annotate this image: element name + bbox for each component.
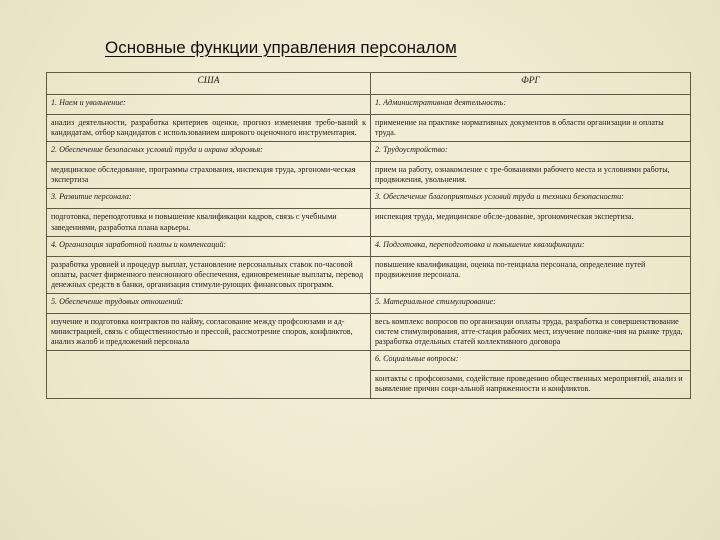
frg-section-text: повышение квалификации, оценка по-тенциала персонала, определение путей продвижения персонала. (371, 256, 691, 293)
section-heading-row (47, 293, 691, 313)
frg-section-text: контакты с профсоюзами, содействие проведению общественных мероприятий, анализ и выявление причин соци-альной напряженности и конфликтов. (371, 371, 691, 398)
frg-section-heading: 5. Материальное стимулирование: (371, 293, 691, 313)
frg-section-text: прием на работу, ознакомление с тре-бованиями рабочего места и условиями работы, продвижения, увольнения. (371, 162, 691, 189)
section-heading-row (47, 236, 691, 256)
usa-section-text: анализ деятельности, разработка критериев оценки, прогноз изменения требо-ваний к кандидатам, отбор кандидатов с использованием широкого оценочного инструментария. (47, 115, 371, 142)
frg-section-text: применение на практике нормативных документов в области организации и оплаты труда. (371, 115, 691, 142)
frg-section-heading: 3. Обеспечение благоприятных условий труда и техники безопасности: (371, 189, 691, 209)
section-heading-row (47, 189, 691, 209)
section-heading-row (47, 142, 691, 162)
column-header-frg: ФРГ (371, 73, 691, 95)
frg-section-heading: 4. Подготовка, переподготовка и повышение квалификации: (371, 236, 691, 256)
usa-empty-cell (47, 351, 371, 398)
usa-section-heading: 3. Развитие персонала: (47, 189, 371, 209)
usa-section-heading: 4. Организация заработной платы и компенсаций: (47, 236, 371, 256)
frg-section-text: инспекция труда, медицинское обсле-дование, эргономическая экспертиза. (371, 209, 691, 236)
section-body-row (47, 115, 691, 142)
usa-section-heading: 5. Обеспечение трудовых отношений: (47, 293, 371, 313)
usa-section-text: изучение и подготовка контрактов по найму, согласование между профсоюзами и ад-министрацией, связь с общественностью и прессой, рассмотрение споров, конфликтов, анализ жалоб и предложений персонала (47, 313, 371, 350)
table-header-row (47, 73, 691, 95)
usa-section-text: разработка уровней и процедур выплат, установление персональных ставок по-часовой оплаты, расчет фирменного пенсионного обеспечения, единовременные выплаты, перевод денежных средств в банки, организация стимули-рующих финансовых программ. (47, 256, 371, 293)
frg-section-heading: 2. Трудоустройство: (371, 142, 691, 162)
section-body-row (47, 162, 691, 189)
page-title: Основные функции управления персоналом (105, 38, 457, 57)
frg-section-heading: 1. Административная деятельность: (371, 95, 691, 115)
usa-section-heading: 1. Наем и увольнение: (47, 95, 371, 115)
column-header-usa: США (47, 73, 371, 95)
frg-section-text: весь комплекс вопросов по организации оплаты труда, разработка и совершенствование систем стимулирования, атте-стация рабочих мест, изучение положе-ния на рынке труда, разработка отдельных статей коллективного договора (371, 313, 691, 350)
functions-table (46, 72, 691, 399)
section-body-row (47, 313, 691, 350)
usa-section-text: медицинское обследование, программы страхования, инспекция труда, эргономи-ческая экспертиза (47, 162, 371, 189)
section-body-row (47, 209, 691, 236)
usa-section-text: подготовка, переподготовка и повышение квалификации кадров, связь с учебными заведениями, разработка плана карьеры. (47, 209, 371, 236)
frg-section-heading: 6. Социальные вопросы: (371, 351, 691, 371)
usa-section-heading: 2. Обеспечение безопасных условий труда и охрана здоровья: (47, 142, 371, 162)
section-heading-row (47, 351, 691, 371)
section-body-row (47, 256, 691, 293)
section-heading-row (47, 95, 691, 115)
